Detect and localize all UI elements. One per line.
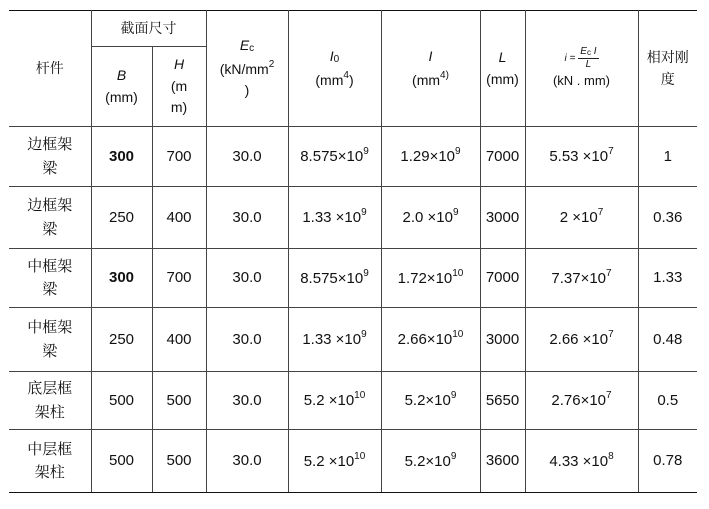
b-cell: 250 — [91, 308, 152, 372]
relative-stiffness-cell: 1.33 — [638, 249, 697, 308]
table-row — [9, 127, 697, 187]
linear-stiffness-cell: $2.66 \times 10^7$ — [525, 308, 638, 372]
i0-cell: $5.2 \times 10^{10}$ — [288, 372, 381, 430]
i-cell: $5.2\times 10^9$ — [381, 430, 480, 493]
relative-stiffness-table — [9, 10, 697, 493]
header-relative-stiffness: 相对刚度 — [638, 11, 697, 127]
linear-stiffness-cell: $4.33 \times 10^8$ — [525, 430, 638, 493]
member-cell: 边框架梁 — [9, 127, 91, 187]
linear-stiffness-cell: $5.53 \times 10^7$ — [525, 127, 638, 187]
member-cell: 中框架梁 — [9, 308, 91, 372]
h-cell: 700 — [152, 249, 206, 308]
i-cell: $2.66\times 10^{10}$ — [381, 308, 480, 372]
header-i0: I0 $(mm^4)$ — [288, 11, 381, 127]
h-cell: 400 — [152, 308, 206, 372]
b-cell: 300 — [91, 127, 152, 187]
relative-stiffness-cell: 0.5 — [638, 372, 697, 430]
h-cell: 500 — [152, 372, 206, 430]
header-b: B (mm) — [91, 47, 152, 127]
header-row-1 — [9, 11, 697, 47]
i0-cell: $1.33 \times 10^9$ — [288, 308, 381, 372]
table-row — [9, 249, 697, 308]
l-cell: 5650 — [480, 372, 525, 430]
member-cell: 中框架梁 — [9, 249, 91, 308]
i-cell: $1.29\times 10^9$ — [381, 127, 480, 187]
linear-stiffness-cell: $7.37\times 10^7$ — [525, 249, 638, 308]
b-cell: 500 — [91, 430, 152, 493]
linear-stiffness-cell: $2 \times 10^7$ — [525, 187, 638, 249]
i-cell: $1.72\times 10^{10}$ — [381, 249, 480, 308]
h-cell: 400 — [152, 187, 206, 249]
i-cell: $2.0 \times 10^9$ — [381, 187, 480, 249]
ec-cell: 30.0 — [206, 187, 288, 249]
stiffness-table-container — [9, 10, 697, 494]
ec-cell: 30.0 — [206, 249, 288, 308]
linear-stiffness-cell: $2.76\times 10^7$ — [525, 372, 638, 430]
member-cell: 底层框架柱 — [9, 372, 91, 430]
h-cell: 500 — [152, 430, 206, 493]
header-ec: Ec ($kN/mm^2$ ) — [206, 11, 288, 127]
ec-cell: 30.0 — [206, 308, 288, 372]
l-cell: 7000 — [480, 127, 525, 187]
header-section-size: 截面尺寸 — [91, 11, 206, 47]
b-cell: 300 — [91, 249, 152, 308]
ec-cell: 30.0 — [206, 127, 288, 187]
header-member: 杆件 — [9, 11, 91, 127]
table-row — [9, 187, 697, 249]
i-cell: $5.2\times 10^9$ — [381, 372, 480, 430]
header-linear-stiffness: i = $\frac{\text{Ec I}}{L}$ (kN . mm) — [525, 11, 638, 127]
relative-stiffness-cell: 1 — [638, 127, 697, 187]
table-row — [9, 430, 697, 493]
header-l: L (mm) — [480, 11, 525, 127]
l-cell: 3000 — [480, 308, 525, 372]
b-cell: 500 — [91, 372, 152, 430]
relative-stiffness-cell: 0.36 — [638, 187, 697, 249]
ec-cell: 30.0 — [206, 430, 288, 493]
h-cell: 700 — [152, 127, 206, 187]
l-cell: 7000 — [480, 249, 525, 308]
linear-stiffness-formula: i = $\frac{\text{Ec I}}{L}$ — [564, 46, 597, 71]
i0-cell: $8.575\times 10^9$ — [288, 127, 381, 187]
l-cell: 3600 — [480, 430, 525, 493]
header-h: H (mm) — [152, 47, 206, 127]
ec-cell: 30.0 — [206, 372, 288, 430]
b-cell: 250 — [91, 187, 152, 249]
i0-cell: $1.33 \times 10^9$ — [288, 187, 381, 249]
i0-cell: $8.575\times 10^9$ — [288, 249, 381, 308]
table-row — [9, 308, 697, 372]
header-i: I ($mm^{4)}$ — [381, 11, 480, 127]
i0-cell: $5.2 \times 10^{10}$ — [288, 430, 381, 493]
relative-stiffness-cell: 0.78 — [638, 430, 697, 493]
l-cell: 3000 — [480, 187, 525, 249]
table-row — [9, 372, 697, 430]
member-cell: 中层框架柱 — [9, 430, 91, 493]
relative-stiffness-cell: 0.48 — [638, 308, 697, 372]
member-cell: 边框架梁 — [9, 187, 91, 249]
